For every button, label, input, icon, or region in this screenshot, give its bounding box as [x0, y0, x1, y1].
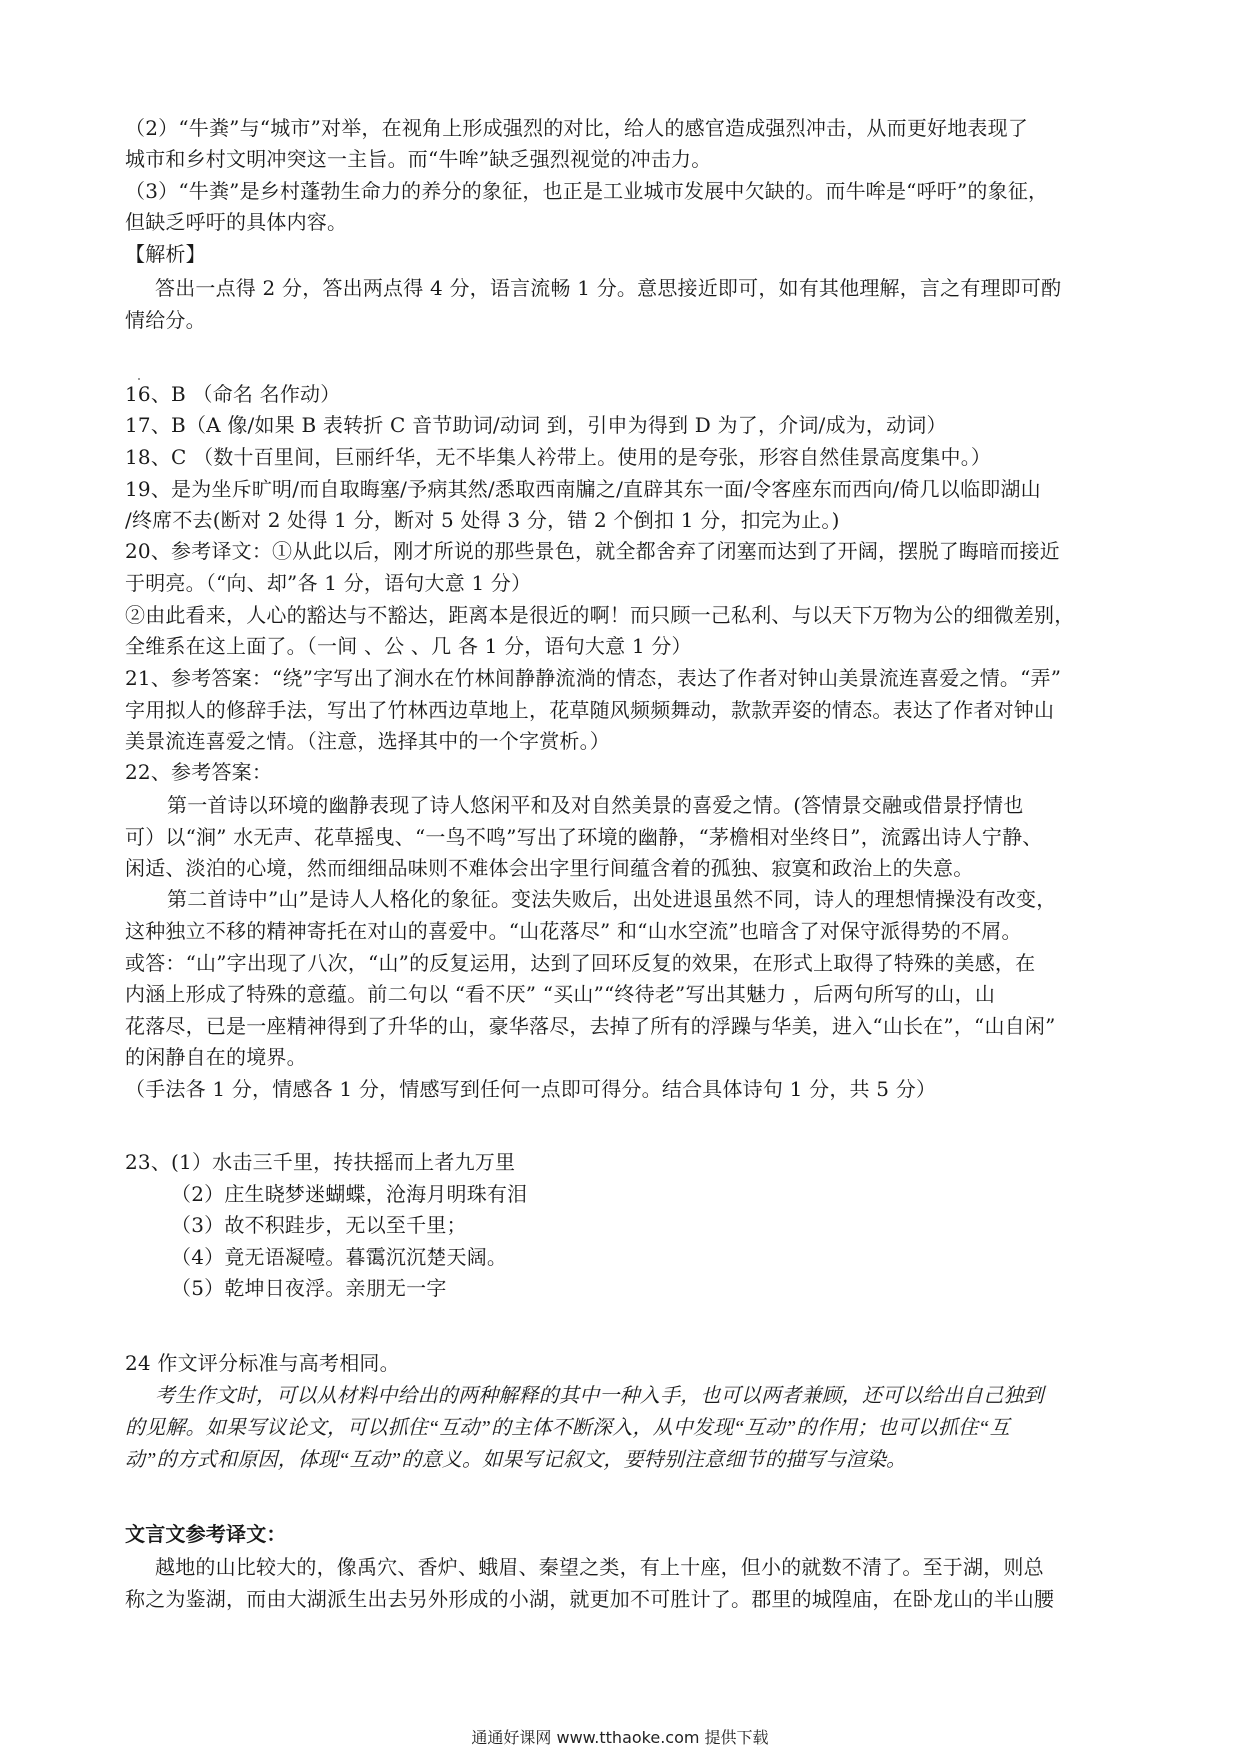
answer-18: 18、C （数十百里间，巨丽纤华，无不毕集人衿带上。使用的是夸张，形容自然佳景高度集中。） — [125, 445, 992, 469]
answer-19-line-1: 19、是为坐斥旷明/而自取晦塞/予病其然/悉取西南牖之/直辟其东一面/令客座东而西向/倚几以临即湖山 — [125, 477, 1041, 501]
answer-22-line-5: 这种独立不移的精神寄托在对山的喜爱中。“山花落尽” 和“山水空流”也暗含了对保守派得势的不屑。 — [125, 919, 1022, 943]
answer-15-2-line-2: 城市和乡村文明冲突这一主旨。而“牛哞”缺乏强烈视觉的冲击力。 — [125, 147, 712, 171]
answer-23-1: 23、(1）水击三千里，抟扶摇而上者九万里 — [125, 1150, 516, 1174]
answer-23-5: （5）乾坤日夜浮。亲朋无一字 — [171, 1276, 447, 1300]
answer-21-line-1: 21、参考答案：“绕”字写出了涧水在竹林间静静流淌的情态，表达了作者对钟山美景流连喜爱之情。“弄” — [125, 666, 1062, 690]
answer-22-line-6: 或答：“山”字出现了八次，“山”的反复运用，达到了回环反复的效果，在形式上取得了特殊的美感，在 — [125, 951, 1036, 975]
answer-22-line-8: 花落尽，已是一座精神得到了升华的山，豪华落尽，去掉了所有的浮躁与华美，进入“山长在”，“山自闲” — [125, 1014, 1056, 1038]
answer-21-line-3: 美景流连喜爱之情。（注意，选择其中的一个字赏析。） — [125, 729, 610, 753]
answer-24-line-3: 动”的方式和原因，体现“互动”的意义。如果写记叙文，要特别注意细节的描写与渲染。 — [125, 1449, 907, 1471]
answer-24-line-1: 考生作文时，可以从材料中给出的两种解释的其中一种入手，也可以两者兼顾，还可以给出自己独到 — [155, 1385, 1044, 1407]
answer-15-3-line-1: （3）“牛粪”是乡村蓬勃生命力的养分的象征，也正是工业城市发展中欠缺的。而牛哞是“呼吁”的象征， — [125, 179, 1049, 203]
answer-20-line-1: 20、参考译文：①从此以后，刚才所说的那些景色，就全都舍弃了闭塞而达到了开阔，摆脱了晦暗而接近 — [125, 539, 1060, 563]
analysis-line-2: 情给分。 — [125, 308, 206, 332]
analysis-heading: 【解析】 — [125, 242, 206, 266]
answer-22-line-1: 第一首诗以环境的幽静表现了诗人悠闲平和及对自然美景的喜爱之情。(答情景交融或借景抒情也 — [167, 793, 1024, 817]
answer-20-line-4: 全维系在这上面了。（一间 、公 、几 各 1 分，语句大意 1 分） — [125, 634, 692, 658]
answer-15-2-line-1: （2）“牛粪”与“城市”对举，在视角上形成强烈的对比，给人的感官造成强烈冲击，从而更好地表现了 — [125, 116, 1029, 140]
answer-24-line-2: 的见解。如果写议论文，可以抓住“互动”的主体不断深入，从中发现“互动”的作用；也可以抓住“互 — [125, 1417, 1010, 1439]
answer-20-line-3: ②由此看来，人心的豁达与不豁达，距离本是很近的啊！而只顾一己私利、与以天下万物为公的细微差别， — [125, 603, 1075, 627]
answer-22-line-3: 闲适、淡泊的心境，然而细细品味则不难体会出字里行间蕴含着的孤独、寂寞和政治上的失意。 — [125, 856, 974, 880]
page-footer: 通通好课网 www.tthaoke.com 提供下载 — [471, 1728, 769, 1747]
answer-15-3-line-2: 但缺乏呼吁的具体内容。 — [125, 210, 348, 234]
answer-24-heading: 24 作文评分标准与高考相同。 — [125, 1351, 400, 1375]
answer-20-line-2: 于明亮。（“向、却”各 1 分，语句大意 1 分） — [125, 571, 532, 595]
answer-23-3: （3）故不积跬步，无以至千里； — [171, 1213, 467, 1237]
answer-22-line-4: 第二首诗中”山”是诗人人格化的象征。变法失败后，出处进退虽然不同，诗人的理想情操没有改变， — [167, 887, 1057, 911]
answer-16: 16、B （命名 名作动） — [125, 382, 341, 406]
answer-22-heading: 22、参考答案： — [125, 760, 273, 784]
answer-23-2: （2）庄生晓梦迷蝴蝶，沧海月明珠有泪 — [171, 1182, 528, 1206]
answer-22-scoring: （手法各 1 分，情感各 1 分，情感写到任何一点即可得分。结合具体诗句 1 分，共 5 分） — [125, 1077, 937, 1101]
analysis-line-1: 答出一点得 2 分，答出两点得 4 分，语言流畅 1 分。意思接近即可，如有其他理解，言之有理即可酌 — [155, 276, 1062, 300]
answer-22-line-7: 内涵上形成了特殊的意蕴。前二句以 “看不厌” “买山”“终待老”写出其魅力 ，后两句所写的山，山 — [125, 982, 996, 1006]
answer-23-4: （4）竟无语凝噎。暮霭沉沉楚天阔。 — [171, 1245, 508, 1269]
answer-17: 17、B（A 像/如果 B 表转折 C 音节助词/动词 到，引申为得到 D 为了，介词/成为，动词） — [125, 413, 947, 437]
translation-line-1: 越地的山比较大的，像禹穴、香炉、蛾眉、秦望之类，有上十座，但小的就数不清了。至于湖，则总 — [155, 1555, 1044, 1579]
translation-heading: 文言文参考译文： — [125, 1522, 287, 1546]
answer-22-line-9: 的闲静自在的境界。 — [125, 1045, 307, 1069]
translation-line-2: 称之为鉴湖，而由大湖派生出去另外形成的小湖，就更加不可胜计了。郡里的城隍庙，在卧龙山的半山腰 — [125, 1587, 1055, 1611]
answer-22-line-2: 可）以“涧” 水无声、花草摇曳、“一鸟不鸣”写出了环境的幽静，“茅檐相对坐终日”，流露出诗人宁静、 — [125, 825, 1043, 849]
answer-21-line-2: 字用拟人的修辞手法，写出了竹林西边草地上，花草随风频频舞动，款款弄姿的情态。表达了作者对钟山 — [125, 698, 1055, 722]
scan-speck — [138, 378, 140, 380]
answer-19-line-2: /终席不去(断对 2 处得 1 分，断对 5 处得 3 分，错 2 个倒扣 1 分，扣完为止。) — [125, 508, 840, 532]
